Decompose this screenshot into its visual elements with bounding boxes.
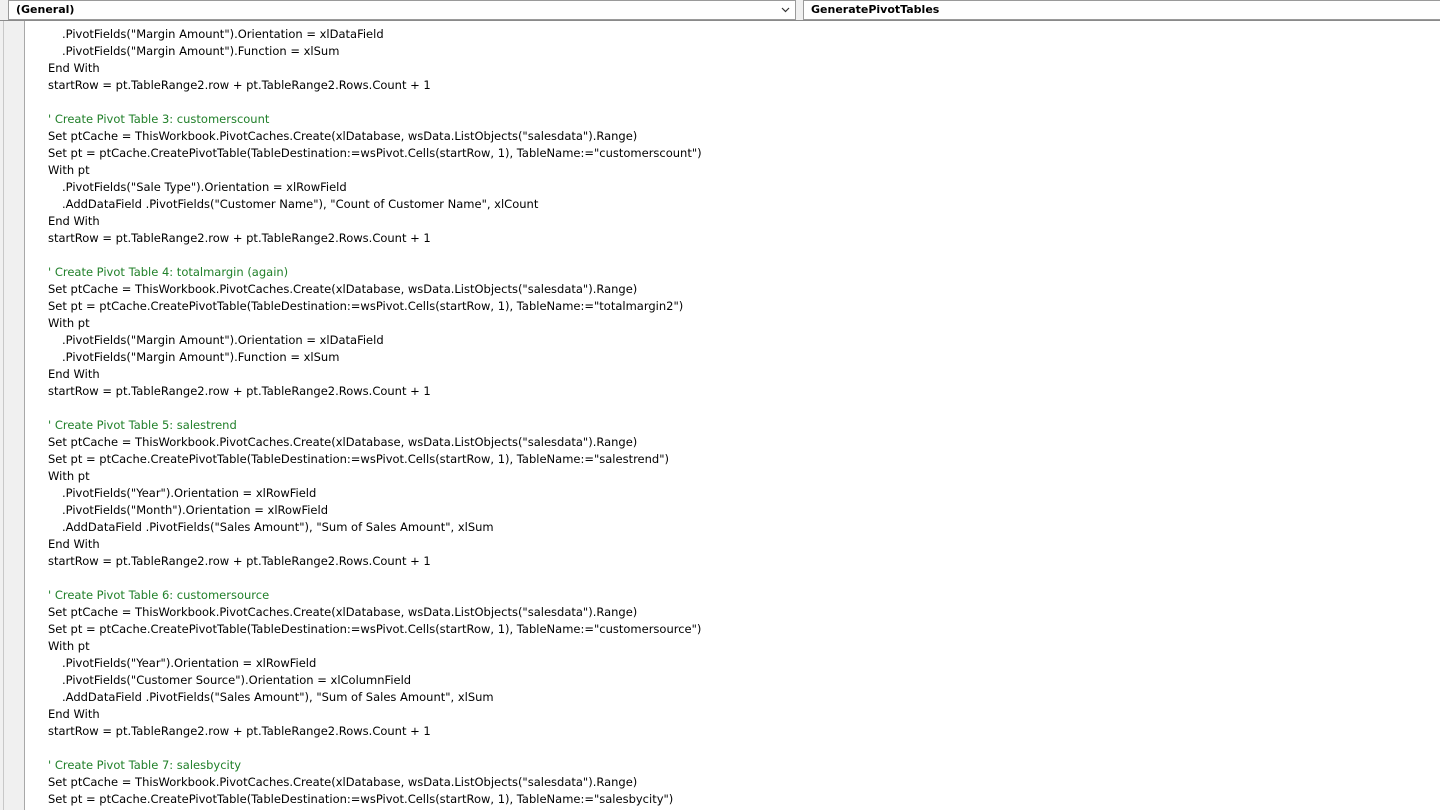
code-line[interactable]: End With xyxy=(48,61,100,75)
code-line[interactable]: .PivotFields("Year").Orientation = xlRowField xyxy=(62,486,317,500)
code-line[interactable]: End With xyxy=(48,707,100,721)
code-line[interactable]: .AddDataField .PivotFields("Customer Name"), "Count of Customer Name", xlCount xyxy=(62,197,539,211)
margin-divider xyxy=(3,21,4,810)
code-comment-line[interactable]: ' Create Pivot Table 5: salestrend xyxy=(48,418,237,432)
procedure-dropdown[interactable] xyxy=(803,0,1440,20)
code-line[interactable]: Set pt = ptCache.CreatePivotTable(TableDestination:=wsPivot.Cells(startRow, 1), TableName:="salesbycity") xyxy=(48,792,674,806)
code-line[interactable]: startRow = pt.TableRange2.row + pt.TableRange2.Rows.Count + 1 xyxy=(48,78,431,92)
object-dropdown[interactable] xyxy=(8,0,796,20)
code-line[interactable]: startRow = pt.TableRange2.row + pt.TableRange2.Rows.Count + 1 xyxy=(48,384,431,398)
code-line[interactable]: With pt xyxy=(48,316,90,330)
code-line[interactable]: With pt xyxy=(48,469,90,483)
code-line[interactable]: .AddDataField .PivotFields("Sales Amount"), "Sum of Sales Amount", xlSum xyxy=(62,520,494,534)
code-line[interactable]: startRow = pt.TableRange2.row + pt.TableRange2.Rows.Count + 1 xyxy=(48,231,431,245)
code-line[interactable]: End With xyxy=(48,537,100,551)
code-line[interactable]: .PivotFields("Customer Source").Orientation = xlColumnField xyxy=(62,673,412,687)
code-comment-line[interactable]: ' Create Pivot Table 3: customerscount xyxy=(48,112,270,126)
code-line[interactable]: .PivotFields("Margin Amount").Function = xlSum xyxy=(62,350,340,364)
code-line[interactable]: Set ptCache = ThisWorkbook.PivotCaches.Create(xlDatabase, wsData.ListObjects("salesdata").Range) xyxy=(48,129,638,143)
code-line[interactable]: startRow = pt.TableRange2.row + pt.TableRange2.Rows.Count + 1 xyxy=(48,554,431,568)
code-line[interactable]: Set pt = ptCache.CreatePivotTable(TableDestination:=wsPivot.Cells(startRow, 1), TableName:="salestrend") xyxy=(48,452,669,466)
object-dropdown-button[interactable] xyxy=(777,1,794,19)
code-comment-line[interactable]: ' Create Pivot Table 4: totalmargin (again) xyxy=(48,265,289,279)
code-editor[interactable] xyxy=(25,21,1440,810)
code-line[interactable]: .PivotFields("Month").Orientation = xlRowField xyxy=(62,503,328,517)
code-line[interactable]: End With xyxy=(48,367,100,381)
code-line[interactable]: With pt xyxy=(48,163,90,177)
code-line[interactable]: Set pt = ptCache.CreatePivotTable(TableDestination:=wsPivot.Cells(startRow, 1), TableName:="totalmargin2") xyxy=(48,299,684,313)
code-line[interactable]: .PivotFields("Sale Type").Orientation = xlRowField xyxy=(62,180,347,194)
code-line[interactable]: .PivotFields("Year").Orientation = xlRowField xyxy=(62,656,317,670)
code-line[interactable]: .AddDataField .PivotFields("Sales Amount"), "Sum of Sales Amount", xlSum xyxy=(62,690,494,704)
code-line[interactable]: Set ptCache = ThisWorkbook.PivotCaches.Create(xlDatabase, wsData.ListObjects("salesdata").Range) xyxy=(48,282,638,296)
code-line[interactable]: Set ptCache = ThisWorkbook.PivotCaches.Create(xlDatabase, wsData.ListObjects("salesdata").Range) xyxy=(48,435,638,449)
code-line[interactable]: Set ptCache = ThisWorkbook.PivotCaches.Create(xlDatabase, wsData.ListObjects("salesdata").Range) xyxy=(48,605,638,619)
code-line[interactable]: Set pt = ptCache.CreatePivotTable(TableDestination:=wsPivot.Cells(startRow, 1), TableName:="customersource") xyxy=(48,622,702,636)
chevron-down-icon xyxy=(781,7,790,13)
code-line[interactable]: Set ptCache = ThisWorkbook.PivotCaches.Create(xlDatabase, wsData.ListObjects("salesdata").Range) xyxy=(48,775,638,789)
code-line[interactable]: startRow = pt.TableRange2.row + pt.TableRange2.Rows.Count + 1 xyxy=(48,724,431,738)
code-line[interactable]: .PivotFields("Margin Amount").Function = xlSum xyxy=(62,44,340,58)
code-comment-line[interactable]: ' Create Pivot Table 6: customersource xyxy=(48,588,270,602)
code-line[interactable]: .PivotFields("Margin Amount").Orientation = xlDataField xyxy=(62,333,384,347)
code-window-toolbar xyxy=(0,0,1440,21)
object-dropdown-value: (General) xyxy=(16,3,75,16)
code-line[interactable]: With pt xyxy=(48,639,90,653)
code-line[interactable]: End With xyxy=(48,214,100,228)
procedure-dropdown-value: GeneratePivotTables xyxy=(811,3,940,16)
code-line[interactable]: Set pt = ptCache.CreatePivotTable(TableDestination:=wsPivot.Cells(startRow, 1), TableName:="customerscount") xyxy=(48,146,702,160)
code-comment-line[interactable]: ' Create Pivot Table 7: salesbycity xyxy=(48,758,242,772)
code-line[interactable]: .PivotFields("Margin Amount").Orientation = xlDataField xyxy=(62,27,384,41)
